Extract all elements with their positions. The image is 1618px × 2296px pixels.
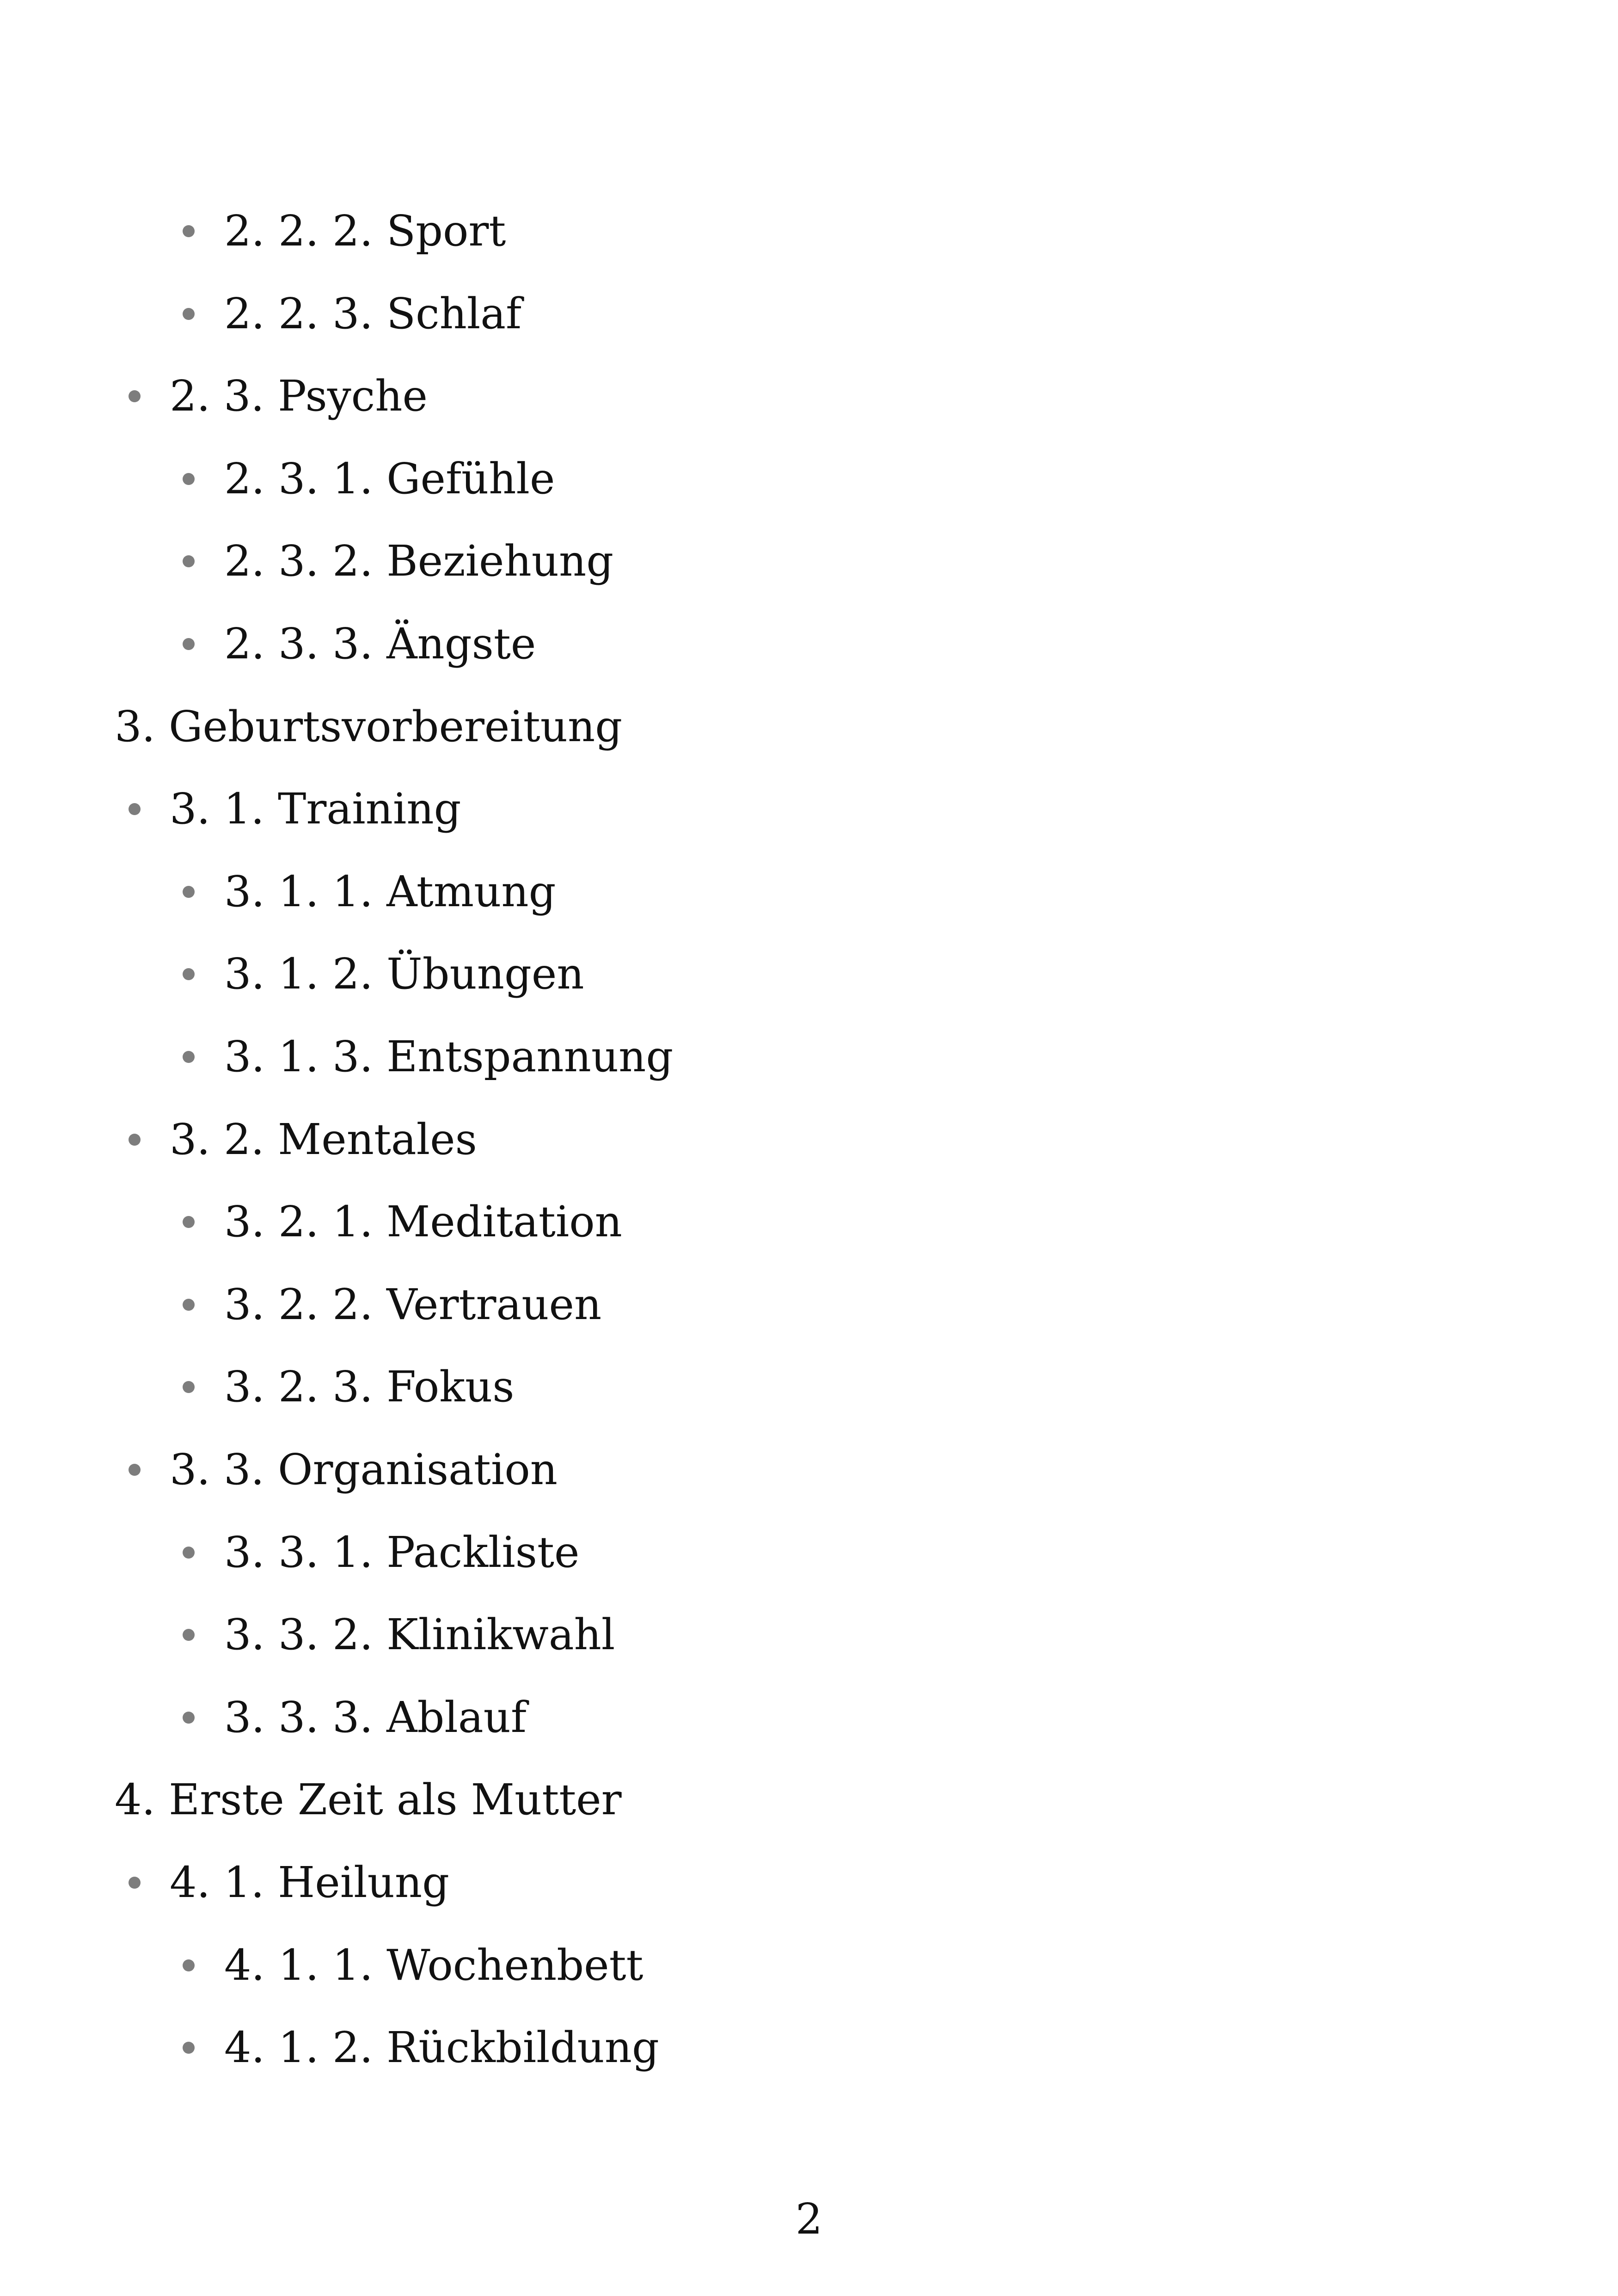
toc-entry-label: 3. 3. Organisation bbox=[170, 1445, 558, 1494]
toc-entry-label: 2. 3. 2. Beziehung bbox=[224, 536, 614, 586]
bullet-icon bbox=[183, 308, 195, 320]
toc-entry-label: 4. 1. 1. Wochenbett bbox=[224, 1940, 644, 1990]
toc-entry-label: 3. 2. Mentales bbox=[170, 1115, 477, 1164]
toc-entry-label: 2. 3. 3. Ängste bbox=[224, 619, 536, 669]
toc-entry-label: 3. Geburtsvorbereitung bbox=[115, 702, 623, 751]
toc-entry-label: 3. 2. 1. Meditation bbox=[224, 1197, 622, 1246]
toc-entry-label: 2. 2. 3. Schlaf bbox=[224, 289, 522, 338]
toc-entry-label: 4. 1. Heilung bbox=[170, 1858, 449, 1907]
toc-entry-label: 3. 1. 3. Entspannung bbox=[224, 1032, 674, 1081]
bullet-icon bbox=[183, 473, 195, 485]
bullet-icon bbox=[129, 1877, 141, 1889]
toc-entry-label: 3. 1. 1. Atmung bbox=[224, 867, 556, 916]
toc-entry-label: 3. 3. 3. Ablauf bbox=[224, 1693, 527, 1742]
toc-entry-label: 3. 1. 2. Übungen bbox=[224, 949, 584, 999]
toc-entry-label: 4. Erste Zeit als Mutter bbox=[115, 1775, 622, 1824]
toc-entry-label: 2. 3. 1. Gefühle bbox=[224, 454, 555, 503]
bullet-icon bbox=[183, 1547, 195, 1559]
toc-entry-label: 3. 3. 1. Packliste bbox=[224, 1528, 580, 1577]
page-number: 2 bbox=[795, 2194, 823, 2244]
bullet-icon bbox=[183, 886, 195, 898]
bullet-icon bbox=[183, 1381, 195, 1393]
bullet-icon bbox=[183, 1959, 195, 1971]
bullet-icon bbox=[183, 1299, 195, 1311]
bullet-icon bbox=[183, 225, 195, 237]
bullet-icon bbox=[129, 803, 141, 815]
toc-entry-label: 2. 2. 2. Sport bbox=[224, 206, 506, 256]
bullet-icon bbox=[129, 1464, 141, 1476]
bullet-icon bbox=[183, 2042, 195, 2054]
toc-entry-label: 4. 1. 2. Rückbildung bbox=[224, 2023, 659, 2072]
toc-entry-label: 2. 3. Psyche bbox=[170, 371, 428, 421]
toc-entry-label: 3. 2. 3. Fokus bbox=[224, 1362, 515, 1412]
bullet-icon bbox=[183, 1629, 195, 1641]
toc-entry-label: 3. 3. 2. Klinikwahl bbox=[224, 1610, 615, 1659]
toc-entry-label: 3. 2. 2. Vertrauen bbox=[224, 1280, 602, 1329]
bullet-icon bbox=[183, 968, 195, 980]
bullet-icon bbox=[183, 1051, 195, 1063]
bullet-icon bbox=[183, 555, 195, 567]
bullet-icon bbox=[183, 1216, 195, 1228]
bullet-icon bbox=[183, 638, 195, 650]
bullet-icon bbox=[129, 1134, 141, 1146]
bullet-icon bbox=[183, 1712, 195, 1724]
bullet-icon bbox=[129, 390, 141, 402]
toc-entry-label: 3. 1. Training bbox=[170, 784, 461, 834]
